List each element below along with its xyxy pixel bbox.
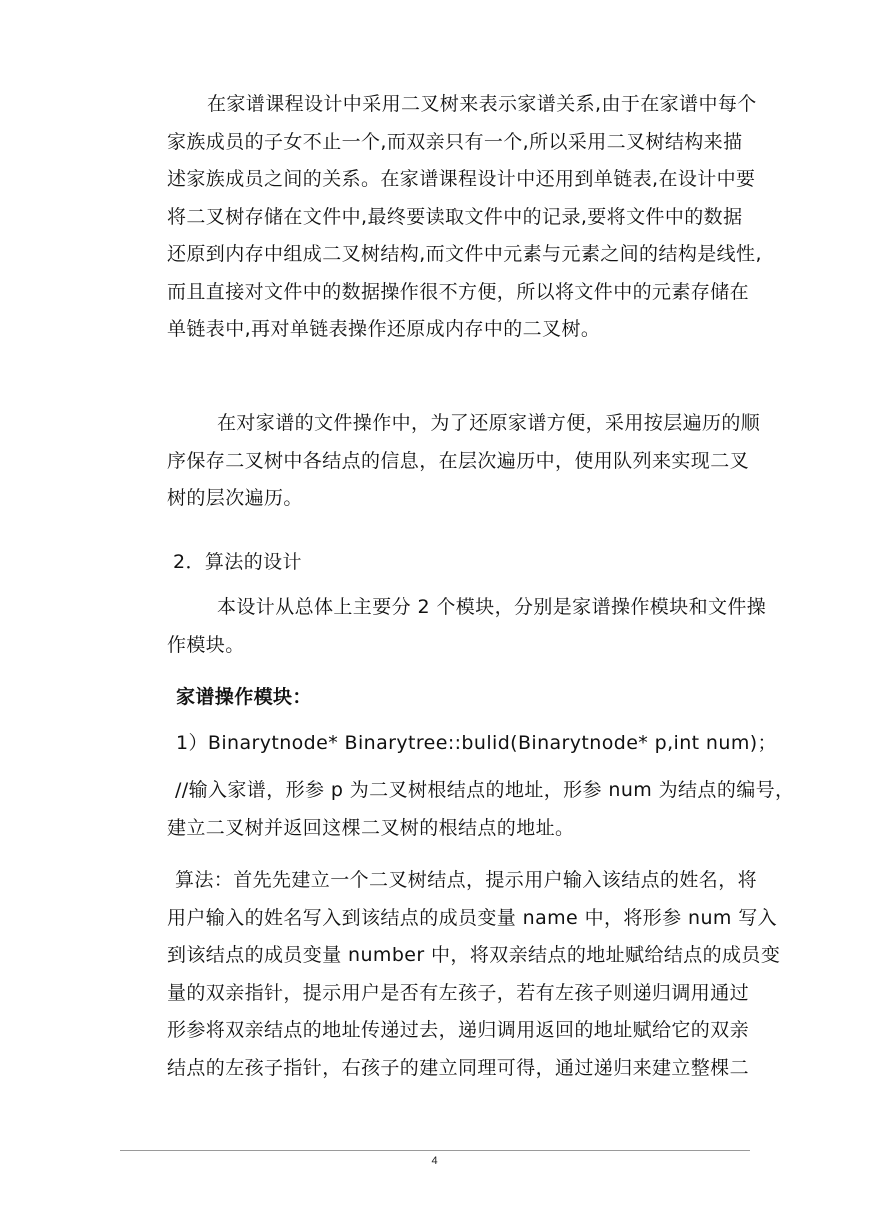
section-title: 2．算法的设计 (173, 551, 302, 573)
function-signature (176, 725, 796, 763)
paragraph-line: //输入家谱，形参 p 为二叉树根结点的地址，形参 num 为结点的编号， (175, 779, 795, 801)
paragraph-line: 到该结点的成员变量 number 中，将双亲结点的地址赋给结点的成员变 (167, 944, 781, 966)
page-number: 4 (431, 1155, 438, 1167)
paragraph-comment (167, 772, 795, 847)
paragraph-line: 量的双亲指针，提示用户是否有左孩子，若有左孩子则递归调用通过 (167, 981, 750, 1004)
paragraph-line: 在对家谱的文件操作中，为了还原家谱方便，采用按层遍历的顺 (217, 412, 761, 434)
paragraph-line: 单链表中,再对单链表操作还原成内存中的二叉树。 (167, 318, 601, 340)
paragraph-line: 序保存二叉树中各结点的信息，在层次遍历中，使用队列来实现二叉 (167, 449, 750, 472)
paragraph-line: 还原到内存中组成二叉树结构,而文件中元素与元素之间的结构是线性, (167, 243, 762, 265)
paragraph-line: 在家谱课程设计中采用二叉树来表示家谱关系,由于在家谱中每个 (207, 93, 757, 115)
paragraph-modules (167, 589, 787, 664)
paragraph-intro (167, 86, 787, 349)
footer-divider (120, 1150, 750, 1151)
code-line: 1）Binarytnode* Binarytree::bulid(Binarytnode* p,int num)； (176, 732, 777, 754)
paragraph-line: 将二叉树存储在文件中,最终要读取文件中的记录,要将文件中的数据 (167, 205, 743, 228)
paragraph-line: 本设计从总体上主要分 2 个模块，分别是家谱操作模块和文件操 (217, 596, 767, 618)
paragraph-line: 结点的左孩子指针，右孩子的建立同理可得，通过递归来建立整棵二 (167, 1056, 750, 1079)
paragraph-line: 形参将双亲结点的地址传递过去，递归调用返回的地址赋给它的双亲 (167, 1019, 750, 1041)
paragraph-line: 建立二叉树并返回这棵二叉树的根结点的地址。 (167, 816, 575, 839)
paragraph-line: 家族成员的子女不止一个,而双亲只有一个,所以采用二叉树结构来描 (167, 130, 743, 153)
section-heading (173, 544, 793, 582)
paragraph-line: 算法：首先先建立一个二叉树结点，提示用户输入该结点的姓名，将 (175, 869, 758, 891)
paragraph-line: 用户输入的姓名写入到该结点的成员变量 name 中，将形参 num 写入 (167, 906, 778, 929)
paragraph-line: 作模块。 (167, 633, 245, 656)
paragraph-line: 述家族成员之间的关系。在家谱课程设计中还用到单链表,在设计中要 (167, 168, 756, 190)
paragraph-file-ops (167, 405, 787, 518)
paragraph-line: 树的层次遍历。 (167, 487, 303, 509)
module-title: 家谱操作模块： (176, 686, 312, 708)
paragraph-algorithm (167, 862, 787, 1087)
module-heading (176, 679, 796, 717)
paragraph-line: 而且直接对文件中的数据操作很不方便，所以将文件中的元素存储在 (167, 280, 750, 303)
